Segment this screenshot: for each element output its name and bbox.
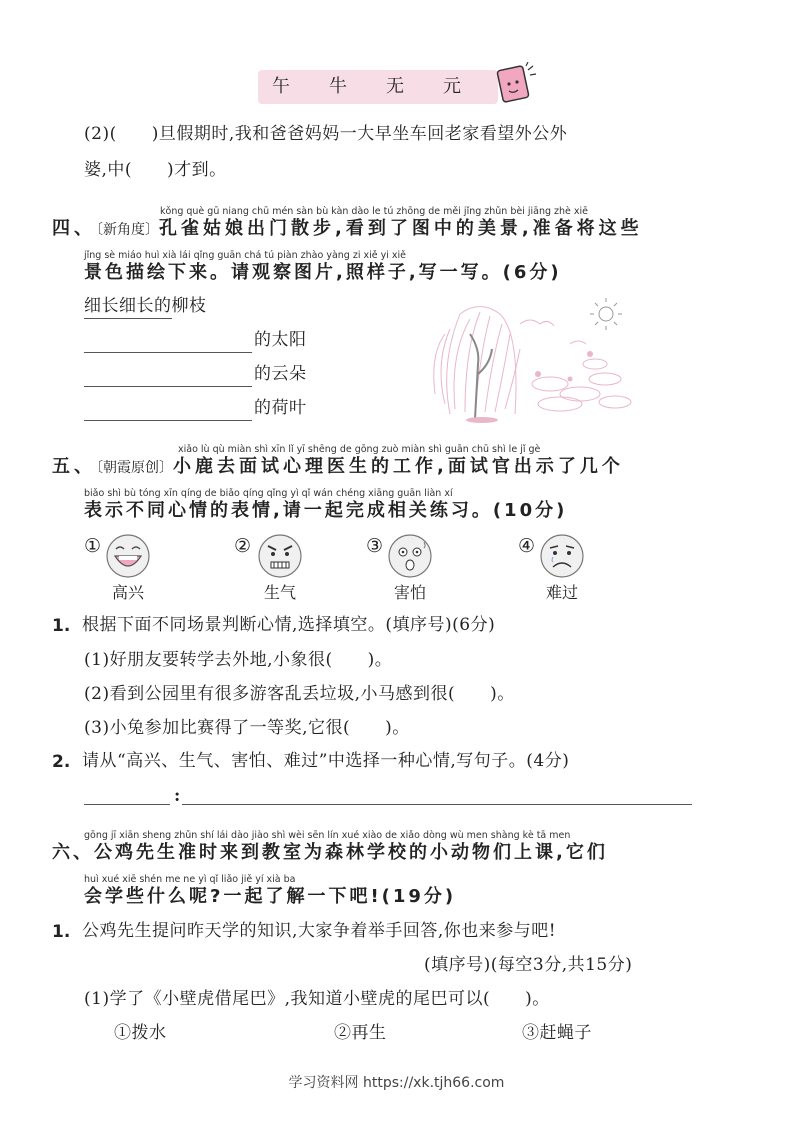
s6-q1-number: 1. (52, 922, 71, 942)
s5-heading (52, 456, 624, 479)
s4-tag: 〔新角度〕 (96, 222, 159, 238)
s4-heading (52, 218, 643, 241)
s4-line-1: 孔雀姑娘出门散步,看到了图中的美景,准备将这些 (159, 218, 643, 239)
s5-pinyin-2: biǎo shì bù tóng xīn qíng de biǎo qíng qǐng yì qǐ wán chéng xiāng guān liàn xí (84, 488, 453, 499)
s6-heading (52, 842, 608, 864)
s5-tag: 〔朝霞原创〕 (96, 460, 173, 476)
s5-q2-number: 2. (52, 752, 71, 772)
s5-q1-text: 根据下面不同场景判断心情,选择填空。(填序号)(6分) (82, 615, 496, 635)
face-label-3: 害怕 (393, 583, 426, 602)
happy-face-icon (104, 532, 152, 580)
face-index-1: ① (84, 535, 102, 557)
s6-q1-a: (1)学了《小壁虎借尾巴》,我知道小壁虎的尾巴可以( )。 (84, 989, 550, 1009)
footer-watermark: 学习资料网 https://xk.tjh66.com (288, 1075, 505, 1091)
s6-pinyin-1: gōng jī xiān sheng zhǔn shí lái dào jiào shì wèi sēn lín xué xiào de xiǎo dòng wù men shàng kè tā men (84, 830, 571, 841)
s5-q2-mood-blank[interactable] (84, 804, 170, 805)
s4-pinyin-1: kǒng què gū niang chū mén sàn bù kàn dào le tú zhōng de měi jǐng zhǔn bèi jiāng zhè xiē (160, 206, 589, 217)
s4-line-2: 景色描绘下来。请观察图片,照样子,写一写。(6分) (84, 262, 562, 283)
s6-line-2: 会学些什么呢?一起了解一下吧!(19分) (84, 886, 457, 907)
s5-number: 五、 (52, 456, 96, 477)
header-title: 午 牛 无 元 (272, 76, 462, 97)
s5-q2-sentence-blank[interactable] (182, 804, 692, 805)
face-label-2: 生气 (263, 583, 296, 602)
s4-blank-line-1[interactable] (84, 352, 252, 353)
s5-line-1: 小鹿去面试心理医生的工作,面试官出示了几个 (173, 456, 624, 477)
s6-number: 六、 (52, 842, 94, 863)
s6-option-2: ②再生 (334, 1023, 387, 1043)
angry-face-icon (256, 532, 304, 580)
s6-option-3: ③赶蝇子 (522, 1023, 592, 1043)
s5-pinyin-1: xiǎo lù qù miàn shì xīn lǐ yī shēng de gōng zuò miàn shì guān chū shì le jǐ gè (178, 444, 541, 455)
s5-q1-c: (3)小兔参加比赛得了一等奖,它很( )。 (84, 718, 410, 738)
book-mascot-icon (492, 62, 542, 108)
face-index-3: ③ (366, 535, 384, 557)
s6-q1-text: 公鸡先生提问昨天学的知识,大家争着举手回答,你也来参与吧! (82, 921, 557, 941)
s4-blank-label-1: 的太阳 (254, 330, 307, 350)
s4-example-underline (84, 318, 172, 319)
s6-option-1: ①拨水 (114, 1023, 167, 1043)
cont-line-1: (2)( )旦假期时,我和爸爸妈妈一大早坐车回老家看望外公外 (84, 124, 568, 144)
s4-blank-label-2: 的云朵 (254, 364, 307, 384)
face-index-4: ④ (518, 535, 536, 557)
s5-q2-colon: : (174, 786, 181, 806)
s5-line-2: 表示不同心情的表情,请一起完成相关练习。(10分) (84, 500, 568, 521)
scared-face-icon (386, 532, 434, 580)
s5-q1-a: (1)好朋友要转学去外地,小象很( )。 (84, 650, 393, 670)
s5-q1-b: (2)看到公园里有很多游客乱丢垃圾,小马感到很( )。 (84, 684, 515, 704)
face-label-1: 高兴 (111, 583, 144, 602)
s4-pinyin-2: jǐng sè miáo huì xià lái qǐng guān chá tú piàn zhào yàng zi xiě yi xiě (84, 250, 407, 261)
cont-line-2: 婆,中( )才到。 (84, 160, 227, 180)
s5-q1-number: 1. (52, 616, 71, 636)
willow-pond-illustration (420, 294, 640, 424)
s6-q1-note: (填序号)(每空3分,共15分) (424, 955, 633, 975)
face-label-4: 难过 (545, 583, 578, 602)
sad-face-icon (538, 532, 586, 580)
face-index-2: ② (234, 535, 252, 557)
s4-example: 细长细长的柳枝 (84, 296, 207, 316)
s6-line-1: 公鸡先生准时来到教室为森林学校的小动物们上课,它们 (94, 842, 608, 863)
s6-pinyin-2: huì xué xiē shén me ne yì qǐ liǎo jiě yí xià ba (84, 874, 296, 885)
s5-q2-text: 请从“高兴、生气、害怕、难过”中选择一种心情,写句子。(4分) (82, 751, 570, 771)
s4-number: 四、 (52, 218, 96, 239)
s4-blank-line-3[interactable] (84, 420, 252, 421)
s4-blank-line-2[interactable] (84, 386, 252, 387)
s4-blank-label-3: 的荷叶 (254, 398, 307, 418)
